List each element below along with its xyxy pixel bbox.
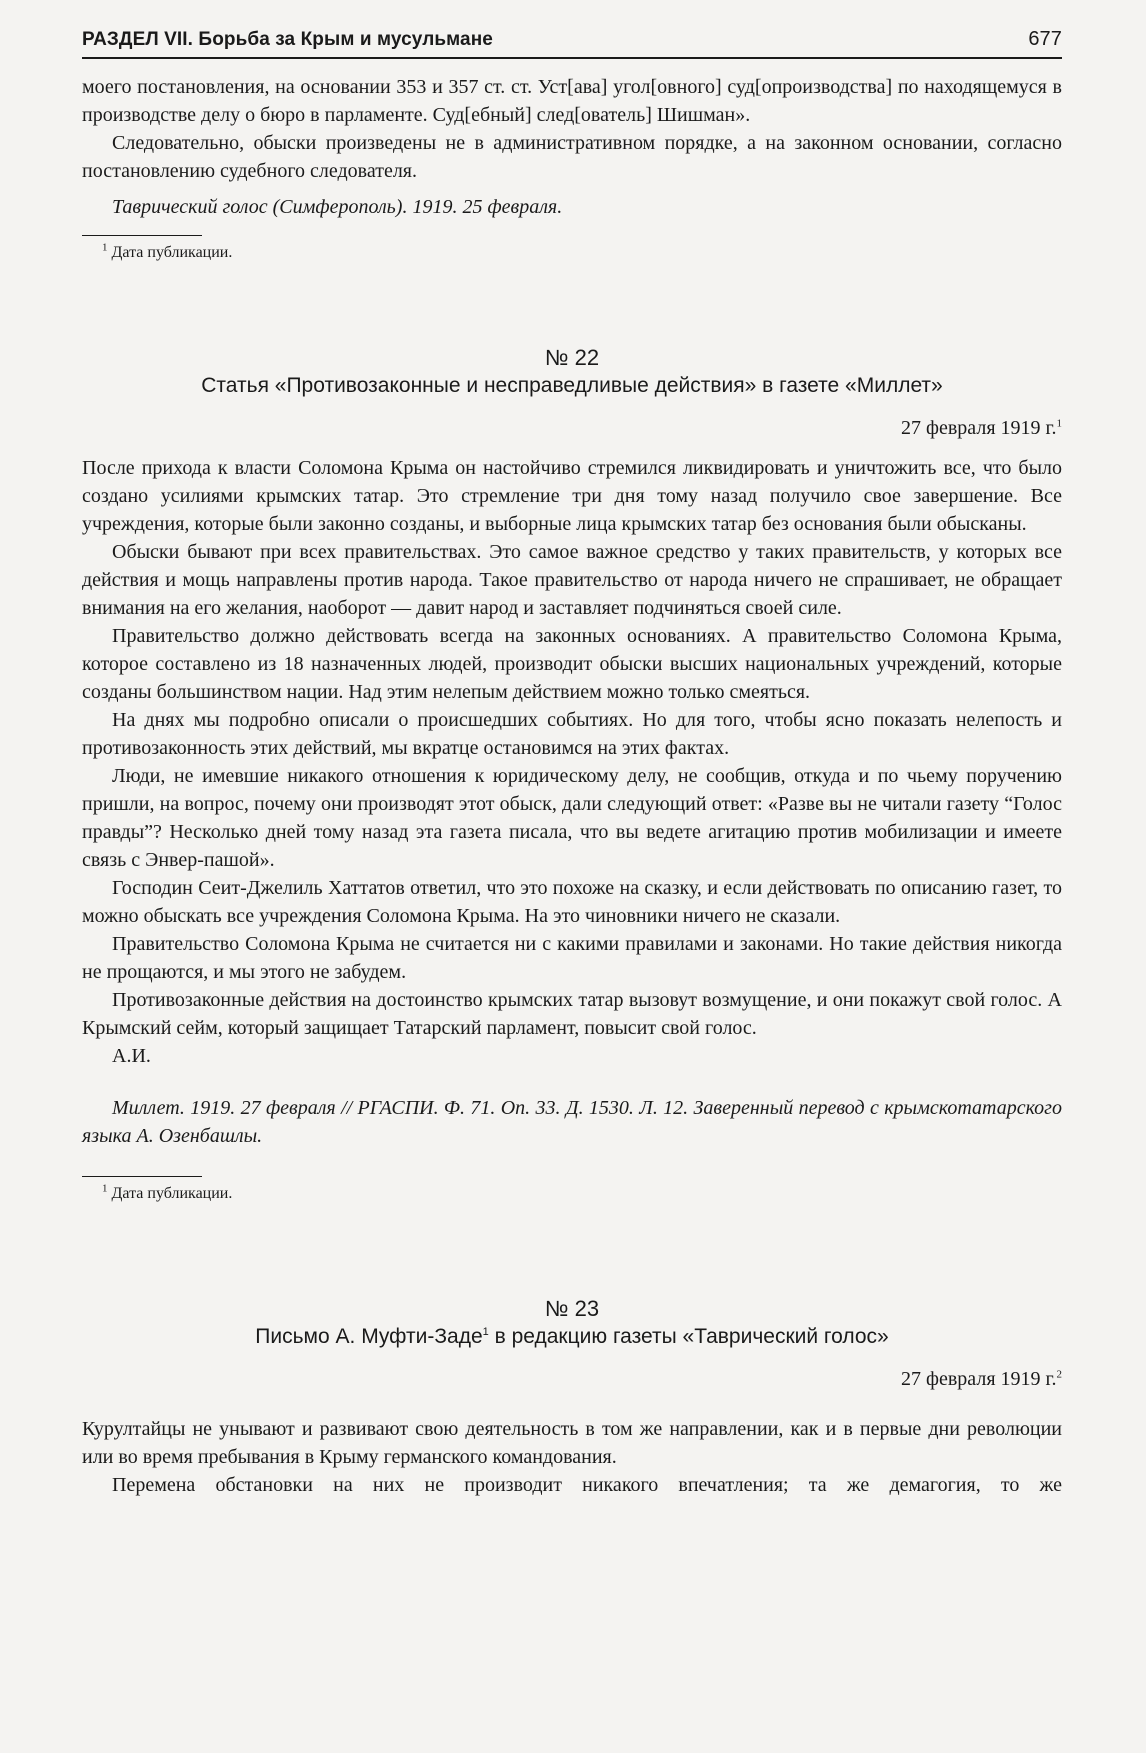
title-text: в редакцию газеты «Таврический голос» [488,1325,889,1348]
paragraph: Господин Сеит-Джелиль Хаттатов ответил, что это похоже на сказку, и если действовать по описанию газет, то можно обыскать все учреждения Соломона Крыма. На это чиновники ничего не сказали. [82,877,1062,927]
footnote-marker: 1 [102,241,108,254]
prev-doc-body [82,73,1062,221]
running-header [82,28,1062,59]
paragraph: моего постановления, на основании 353 и 357 ст. ст. Уст[ава] угол[овного] суд[опроизводства] по находящемуся в производстве делу о бюро в парламенте. Суд[ебный] след[ователь] Шишман». [82,76,1062,126]
footnote-marker: 1 [1056,417,1062,430]
footnote-marker: 2 [1056,1368,1062,1381]
date-text: 27 февраля 1919 г. [901,417,1057,439]
title-text: Письмо А. Муфти-Заде [255,1325,483,1348]
source-citation: Таврический голос (Симферополь). 1919. 25 февраля. [112,196,563,218]
footnote-marker: 1 [102,1182,108,1195]
footnote-marker: 1 [482,1326,489,1338]
footnote [82,1183,1062,1205]
footnote-rule [82,1176,202,1177]
paragraph: Правительство должно действовать всегда на законных основаниях. А правительство Соломона Крыма, которое составлено из 18 назначенных людей, производит обыски высших национальных учреждений, которые созданы большинством нации. Над этим нелепым действием можно только смеяться. [82,625,1062,703]
paragraph: Противозаконные действия на достоинство крымских татар вызовут возмущение, и они покажут свой голос. А Крымский сейм, который защищает Татарский парламент, повысит свой голос. [82,989,1062,1039]
date-text: 27 февраля 1919 г. [901,1368,1057,1390]
document-page [82,28,1062,1499]
paragraph: Обыски бывают при всех правительствах. Это самое важное средство у таких правительств, у которых все действия и мощь направлены против народа. Такое правительство от народа ничего не спрашивает, не обращает внимания на его желания, наоборот — давит народ и заставляет подчиняться своей силе. [82,541,1062,619]
paragraph: На днях мы подробно описали о происшедших событиях. Но для того, чтобы ясно показать нелепость и противозаконность этих действий, мы вкратце остановимся на этих фактах. [82,709,1062,759]
paragraph: Правительство Соломона Крыма не считается ни с какими правилами и законами. Но такие действия никогда не прощаются, и мы этого не забудем. [82,933,1062,983]
paragraph: После прихода к власти Соломона Крыма он настойчиво стремился ликвидировать и уничтожить все, что было создано усилиями крымских татар. Это стремление три дня тому назад получило свое завершение. Все учреждения, которые были законно созданы, и выборные лица крымских татар без основания были обысканы. [82,457,1062,535]
footnote [82,242,1062,264]
document-number: № 22 [544,345,600,370]
paragraph: Следовательно, обыски произведены не в административном порядке, а на законном основании, согласно постановлению судебного следователя. [82,132,1062,182]
doc23-body [82,1415,1062,1499]
signature: А.И. [112,1045,151,1067]
document-number: № 23 [544,1296,600,1321]
section-title: РАЗДЕЛ VII. Борьба за Крым и мусульмане [82,29,493,50]
paragraph: Курултайцы не унывают и развивают свою деятельность в том же направлении, как и в первые дни революции или во время пребывания в Крыму германского командования. [82,1418,1062,1468]
source-citation: Миллет. 1919. 27 февраля // РГАСПИ. Ф. 71. Оп. 33. Д. 1530. Л. 12. Заверенный перевод с крымскотатарского языка А. Озенбашлы. [82,1097,1062,1147]
paragraph: Перемена обстановки на них не производит никакого впечатления; та же демагогия, то же [112,1474,1062,1496]
footnote-text: Дата публикации. [111,1185,233,1202]
footnote-text: Дата публикации. [111,244,233,261]
footnote-rule [82,235,202,236]
paragraph: Люди, не имевшие никакого отношения к юридическому делу, не сообщив, откуда и по чьему поручению пришли, на вопрос, почему они производят этот обыск, дали следующий ответ: «Разве вы не читали газету “Голос правды”? Несколько дней тому назад эта газета писала, что вы ведете агитацию против мобилизации и имеете связь с Энвер-пашой». [82,765,1062,871]
document-title [82,1323,1062,1351]
document-date [82,414,1062,442]
page-number: 677 [1028,28,1062,50]
document-title: Статья «Противозаконные и несправедливые действия» в газете «Миллет» [201,374,943,397]
doc22-body [82,454,1062,1150]
document-date [82,1365,1062,1393]
